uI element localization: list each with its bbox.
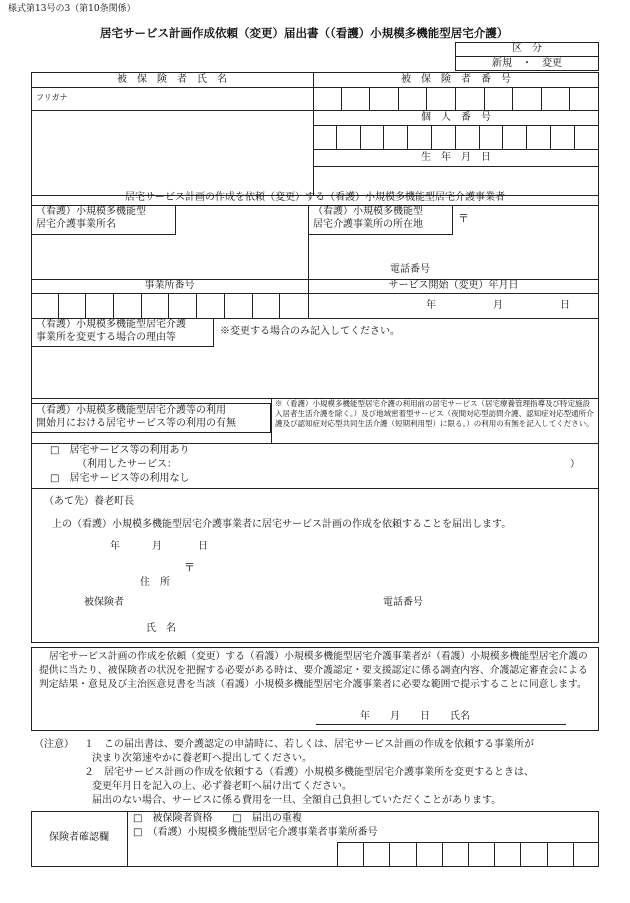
- insurer-check2[interactable]: □ （看護）小規模多機能型居宅介護事業者事業所番号: [133, 827, 378, 838]
- usage-option-no[interactable]: □ 居宅サービス等の利用なし: [50, 473, 190, 484]
- insurer-office-number-cells[interactable]: [337, 842, 599, 867]
- change-reason-note: ※変更する場合のみ記入してください。: [220, 326, 400, 337]
- insured-name-input[interactable]: [36, 114, 306, 190]
- start-month-label: 月: [493, 300, 503, 311]
- provider-address-input[interactable]: [470, 210, 595, 260]
- insurer-check1[interactable]: □ 被保険者資格 □ 届出の重複: [133, 813, 302, 824]
- kojin-label: 個 人 番 号: [421, 112, 491, 123]
- provider-name-input[interactable]: [36, 238, 304, 276]
- note1-line1: この届出書は、要介護認定の申請時に、若しくは、居宅サービス計画の作成を依頼する事業所が: [104, 739, 534, 750]
- kubun-label: 区 分: [512, 43, 542, 54]
- consent-date-sign: 年 月 日 氏名: [360, 711, 470, 722]
- insured-label: 被保険者: [84, 597, 124, 608]
- provider-section-header: 居宅サービス計画の作成を依頼（変更）する（看護）小規模多機能型居宅介護事業者: [125, 192, 505, 203]
- submission-statement: 上の（看護）小規模多機能型居宅介護事業者に居宅サービス計画の作成を依頼することを届出します。: [52, 519, 512, 530]
- service-start-input[interactable]: [308, 294, 599, 318]
- office-number-cells[interactable]: [31, 294, 308, 318]
- insured-name-header: 被 保 険 者 氏 名: [117, 74, 227, 85]
- note1-line2: 決まり次第速やかに養老町へ提出してください。: [92, 753, 312, 764]
- submit-year-label: 年: [110, 541, 120, 552]
- birthdate-input[interactable]: [318, 168, 594, 192]
- provider-phone-label: 電話番号: [390, 264, 430, 275]
- submit-month-label: 月: [152, 541, 162, 552]
- notes-label: （注意）: [34, 739, 74, 750]
- usage-paren-close: ）: [570, 459, 580, 470]
- insured-phone-input[interactable]: [440, 595, 590, 610]
- insured-number-cells[interactable]: [313, 88, 599, 110]
- start-year-label: 年: [426, 300, 436, 311]
- provider-name-label: （看護）小規模多機能型 居宅介護事業所名: [36, 206, 146, 230]
- start-day-label: 日: [560, 300, 570, 311]
- change-reason-input[interactable]: [36, 349, 594, 395]
- insured-address-input[interactable]: [196, 560, 586, 590]
- consent-text: 居宅サービス計画の作成を依頼（変更）する（看護）小規模多機能型居宅介護事業者が（看護）小規模多機能型居宅介護の提供に当たり、被保険者の状況を把握する必要がある時は、要介護認定・要支援認定に係る調査内容、介護認定審査会による判定結果・意見及び主治医意見書を当該（看護）小規模多機能型居宅介護事業者に必要な範囲で提示することに同意します。: [39, 651, 588, 691]
- usage-service-used-label: （利用したサービス：: [77, 459, 177, 470]
- addressee: （あて先）養老町長: [44, 496, 134, 507]
- note2-number: ２: [84, 767, 94, 778]
- insured-address-label: 住 所: [140, 577, 170, 588]
- submit-date-input[interactable]: [80, 539, 210, 554]
- note2-line1: 居宅サービス計画の作成を依頼する（看護）小規模多機能型居宅介護事業所を変更するときは、: [104, 767, 534, 778]
- insurer-label: 保険者確認欄: [49, 832, 109, 843]
- submit-postal-mark: 〒: [184, 561, 195, 574]
- kojin-number-cells[interactable]: [313, 126, 599, 149]
- provider-address-label: （看護）小規模多機能型 居宅介護事業所の所在地: [313, 206, 423, 230]
- note3: 届出のない場合、サービスに係る費用を一旦、全額自己負担していただくことがあります。: [92, 795, 502, 806]
- postal-mark: 〒: [458, 212, 469, 225]
- insured-phone-label: 電話番号: [383, 597, 423, 608]
- insured-name-label: 氏 名: [146, 623, 176, 634]
- page-title: 居宅サービス計画作成依頼（変更）届出書（（看護）小規模多機能型居宅介護）: [100, 26, 509, 40]
- service-start-label: サービス開始（変更）年月日: [388, 280, 519, 291]
- usage-option-yes[interactable]: □ 居宅サービス等の利用あり: [50, 445, 190, 456]
- note2-line2: 変更年月日を記入の上、必ず養老町へ届け出てください。: [92, 781, 352, 792]
- provider-phone-input[interactable]: [440, 262, 595, 277]
- change-reason-label: （看護）小規模多機能型居宅介護 事業所を変更する場合の理由等: [36, 319, 186, 343]
- office-number-label: 事業所番号: [144, 280, 195, 291]
- insured-signature-input[interactable]: [190, 620, 590, 638]
- kubun-value[interactable]: 新規 ・ 変更: [492, 58, 562, 69]
- form-number: 様式第13号の3（第10条関係）: [8, 4, 136, 14]
- consent-sign-input[interactable]: [316, 708, 566, 724]
- submit-day-label: 日: [198, 541, 208, 552]
- furigana-label: フリガナ: [36, 93, 68, 102]
- usage-service-used-input[interactable]: [180, 458, 565, 471]
- insured-number-header: 被 保 険 者 番 号: [401, 74, 511, 85]
- birth-label: 生 年 月 日: [421, 152, 491, 163]
- note1-number: １: [84, 739, 94, 750]
- furigana-input[interactable]: [36, 92, 306, 108]
- usage-note: ※（看護）小規模多機能型居宅介護の利用前の居宅サービス（居宅療養管理指導及び特定施設入居者生活介護を除く。）及び地域密着型サービス（夜間対応型訪問介護、認知症対応型通所介護及び認知症対応型共同生活介護（短期利用型）に限る。）の利用の有無を記入してください。: [275, 399, 594, 428]
- usage-label: （看護）小規模多機能型居宅介護等の利用 開始月における居宅サービス等の利用の有無: [36, 405, 236, 429]
